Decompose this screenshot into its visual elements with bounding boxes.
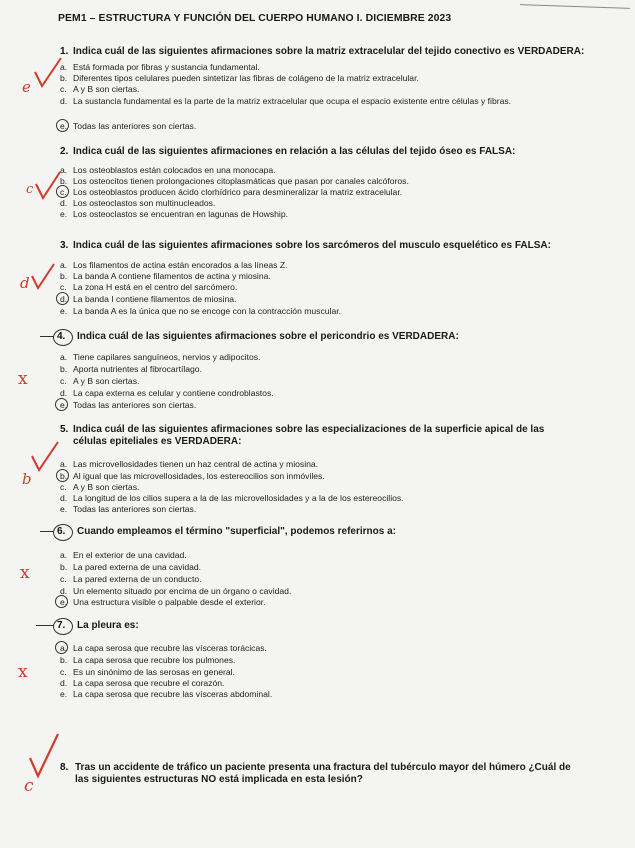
page-title: PEM1 – ESTRUCTURA Y FUNCIÓN DEL CUERPO HUMANO I. DICIEMBRE 2023 (58, 13, 452, 24)
option: c. Los osteoblastos producen ácido clorhídrico para desmineralizar la matriz extracelular. (60, 187, 403, 197)
handwritten-answer: e (22, 78, 31, 96)
question-stem: Tras un accidente de tráfico un paciente presenta una fractura del tubérculo mayor del húmero ¿Cuál de las siguientes estructuras NO está implicada en esta lesión? (75, 762, 571, 785)
handwritten-answer: d (20, 274, 30, 292)
selected-option-circle (56, 119, 69, 132)
handwritten-answer: b (22, 470, 32, 488)
option: b. La pared externa de una cavidad. (60, 562, 202, 572)
red-check-icon (28, 732, 62, 780)
question-number: 8. (60, 762, 69, 773)
question-stem: Indica cuál de las siguientes afirmaciones sobre los sarcómeros del musculo esquelético es FALSA: (73, 240, 551, 251)
question-stem: Indica cuál de las siguientes afirmaciones sobre la matriz extracelular del tejido conectivo es VERDADERA: (73, 46, 585, 57)
option: c. La pared externa de un conducto. (60, 574, 202, 584)
handwritten-answer: x (18, 369, 28, 389)
option: e. Todas las anteriores son ciertas. (60, 504, 197, 514)
option: b. La capa serosa que recubre los pulmones. (60, 655, 236, 665)
option: e. Todas las anteriores son ciertas. (60, 400, 197, 410)
option: a. La capa serosa que recubre las vísceras torácicas. (60, 643, 267, 653)
option: d. La longitud de los cilios supera a la de las microvellosidades y a la de los estereocilios. (60, 493, 404, 503)
question-number: 6. (57, 526, 66, 537)
red-check-icon (30, 262, 56, 292)
pointer-line (40, 531, 54, 532)
pointer-line (36, 625, 54, 626)
option: e. La banda A es la única que no se encoge con la contracción muscular. (60, 306, 342, 316)
option: d. Los osteoclastos son multinucleados. (60, 198, 216, 208)
option: a. Tiene capilares sanguíneos, nervios y adipocitos. (60, 352, 261, 362)
option: d. La capa serosa que recubre el corazón. (60, 678, 225, 688)
option: d. La banda I contiene filamentos de miosina. (60, 294, 237, 304)
question-stem: Indica cuál de las siguientes afirmaciones en relación a las células del tejido óseo es FALSA: (73, 146, 516, 157)
option: d. La sustancia fundamental es la parte de la matriz extracelular que ocupa el espacio existente entre células y fibras. (60, 96, 512, 106)
option: b. Aporta nutrientes al fibrocartílago. (60, 364, 202, 374)
option: c. La zona H está en el centro del sarcómero. (60, 282, 238, 292)
option: d. La capa externa es celular y contiene condroblastos. (60, 388, 274, 398)
question-number: 7. (57, 620, 66, 631)
page-edge-line (520, 4, 630, 9)
question-stem: Cuando empleamos el término "superficial", podemos referirnos a: (77, 526, 397, 537)
option: a. Está formada por fibras y sustancia fundamental. (60, 62, 260, 72)
question-number: 3. (60, 240, 69, 251)
handwritten-answer: x (18, 662, 28, 682)
option: b. La banda A contiene filamentos de actina y miosina. (60, 271, 271, 281)
question-number: 4. (57, 331, 66, 342)
option: c. A y B son ciertas. (60, 84, 140, 94)
option: a. En el exterior de una cavidad. (60, 550, 187, 560)
red-check-icon (33, 56, 63, 90)
handwritten-answer: c (26, 182, 34, 197)
option: a. Las microvellosidades tienen un haz central de actina y miosina. (60, 459, 319, 469)
question-stem: Indica cuál de las siguientes afirmaciones sobre las especializaciones de la superficie apical de las células epiteliales es VERDADERA: (73, 424, 545, 447)
question-number: 2. (60, 146, 69, 157)
option-circle (55, 398, 68, 411)
option: a. Los filamentos de actina están encorados a las líneas Z. (60, 260, 288, 270)
option-circle (55, 641, 68, 654)
option: e. Los osteoclastos se encuentran en lagunas de Howship. (60, 209, 288, 219)
option: e. Todas las anteriores son ciertas. (60, 121, 197, 131)
option-circle (55, 595, 68, 608)
option: b. Al igual que las microvellosidades, los estereocilios son inmóviles. (60, 471, 325, 481)
pointer-line (40, 336, 54, 337)
option: b. Los osteocitos tienen prolongaciones citoplasmáticas que pasan por canales calcóforos. (60, 176, 409, 186)
question-stem: La pleura es: (77, 620, 139, 631)
handwritten-answer: x (20, 563, 30, 583)
red-check-icon (34, 170, 62, 202)
red-check-icon (30, 440, 60, 474)
option: a. Los osteoblastos están colocados en una monocapa. (60, 165, 276, 175)
option: e. Una estructura visible o palpable desde el exterior. (60, 597, 266, 607)
option: c. Es un sinónimo de las serosas en general. (60, 667, 235, 677)
question-number: 5. (60, 424, 69, 435)
option: e. La capa serosa que recubre las vísceras abdominal. (60, 689, 273, 699)
question-number: 1. (60, 46, 69, 57)
option: b. Diferentes tipos celulares pueden sintetizar las fibras de colágeno de la matriz extracelular. (60, 73, 419, 83)
handwritten-answer: c (24, 776, 34, 796)
option: c. A y B son ciertas. (60, 482, 140, 492)
option: d. Un elemento situado por encima de un órgano o cavidad. (60, 586, 292, 596)
selected-option-circle (56, 292, 69, 305)
option: c. A y B son ciertas. (60, 376, 140, 386)
question-stem: Indica cuál de las siguientes afirmaciones sobre el pericondrio es VERDADERA: (77, 331, 459, 342)
